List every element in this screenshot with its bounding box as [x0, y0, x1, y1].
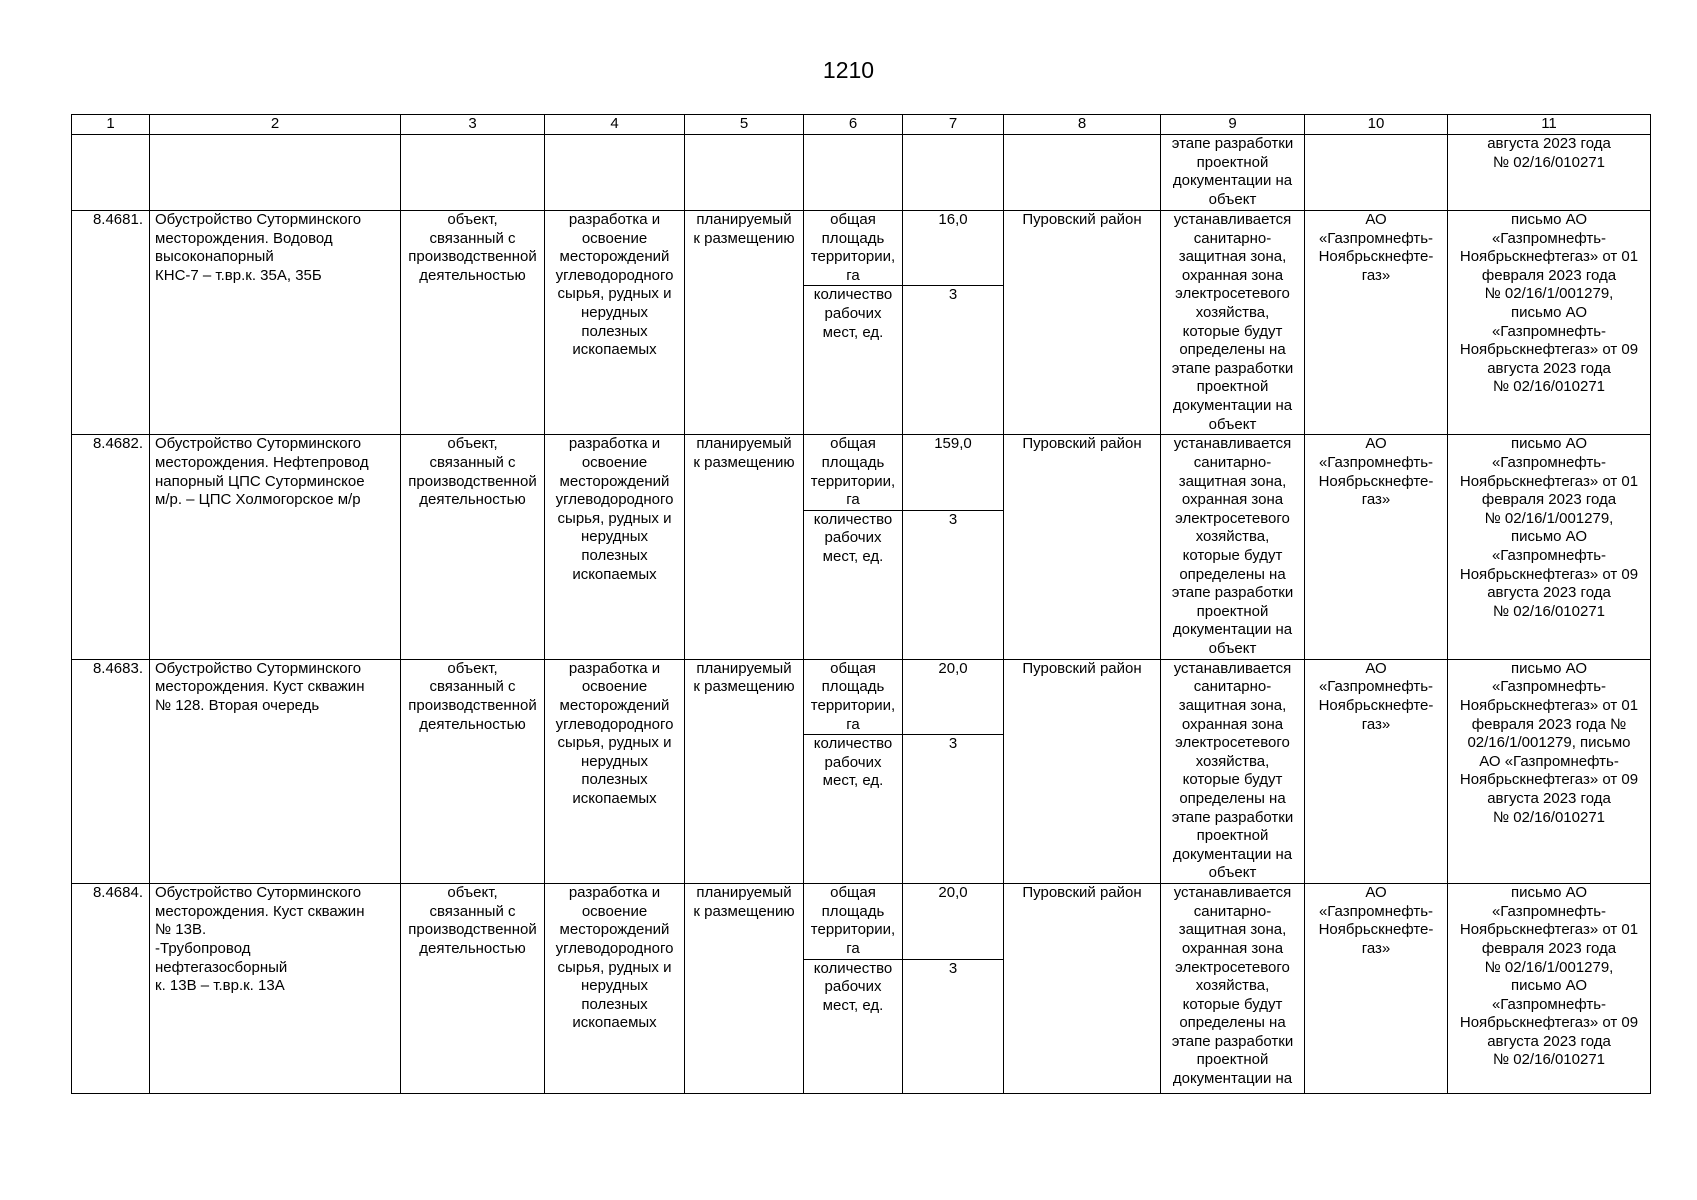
parameter-value: 3	[903, 510, 1004, 659]
object-type: объект, связанный с производственной деятельностью	[401, 211, 545, 435]
object-purpose: разработка и освоение месторождений углеводородного сырья, рудных и нерудных полезных ископаемых	[545, 659, 685, 883]
table-cell	[804, 135, 903, 211]
table-cell	[903, 135, 1004, 211]
header-cell: 8	[1004, 115, 1161, 135]
header-cell: 2	[150, 115, 401, 135]
row-number: 8.4681.	[72, 211, 150, 435]
source-document: письмо АО «Газпромнефть- Ноябрьскнефтегаз» от 01 февраля 2023 года № 02/16/1/001279, письмо АО «Газпромнефть- Ноябрьскнефтегаз» от 09 августа 2023 года № 02/16/010271	[1448, 884, 1651, 1093]
object-name: Обустройство Суторминского месторождения. Водовод высоконапорный КНС-7 – т.вр.к. 35А, 35Б	[150, 211, 401, 435]
row-number: 8.4682.	[72, 435, 150, 659]
source-document: письмо АО «Газпромнефть- Ноябрьскнефтегаз» от 01 февраля 2023 года № 02/16/1/001279, письмо АО «Газпромнефть- Ноябрьскнефтегаз» от 09 августа 2023 года № 02/16/010271	[1448, 435, 1651, 659]
header-cell: 5	[685, 115, 804, 135]
header-cell: 6	[804, 115, 903, 135]
parameter-label: общая площадь территории, га	[804, 211, 903, 286]
location: Пуровский район	[1004, 211, 1161, 435]
object-status: планируемый к размещению	[685, 435, 804, 659]
header-cell: 11	[1448, 115, 1651, 135]
parameter-value: 3	[903, 959, 1004, 1093]
location: Пуровский район	[1004, 435, 1161, 659]
parameter-label: количество рабочих мест, ед.	[804, 735, 903, 884]
table-cell	[1305, 135, 1448, 211]
object-name: Обустройство Суторминского месторождения. Куст скважин № 13В. -Трубопровод нефтегазосборный к. 13В – т.вр.к. 13А	[150, 884, 401, 1093]
object-status: планируемый к размещению	[685, 659, 804, 883]
restriction-zones: устанавливается санитарно- защитная зона, охранная зона электросетевого хозяйства, которые будут определены на этапе разработки проектной документации на объект	[1161, 659, 1305, 883]
owner: АО «Газпромнефть- Ноябрьскнефте- газ»	[1305, 435, 1448, 659]
object-purpose: разработка и освоение месторождений углеводородного сырья, рудных и нерудных полезных ископаемых	[545, 884, 685, 1093]
location: Пуровский район	[1004, 884, 1161, 1093]
table-row	[72, 211, 1651, 286]
object-type: объект, связанный с производственной деятельностью	[401, 435, 545, 659]
table-cell	[685, 135, 804, 211]
source-document: письмо АО «Газпромнефть- Ноябрьскнефтегаз» от 01 февраля 2023 года № 02/16/1/001279, письмо АО «Газпромнефть- Ноябрьскнефтегаз» от 09 августа 2023 года № 02/16/010271	[1448, 211, 1651, 435]
parameter-value: 20,0	[903, 659, 1004, 734]
object-status: планируемый к размещению	[685, 884, 804, 1093]
location: Пуровский район	[1004, 659, 1161, 883]
header-cell: 4	[545, 115, 685, 135]
owner: АО «Газпромнефть- Ноябрьскнефте- газ»	[1305, 211, 1448, 435]
object-status: планируемый к размещению	[685, 211, 804, 435]
table-row	[72, 435, 1651, 510]
header-cell: 7	[903, 115, 1004, 135]
parameter-value: 16,0	[903, 211, 1004, 286]
continuation-source: августа 2023 года № 02/16/010271	[1448, 135, 1651, 211]
table-row	[72, 884, 1651, 959]
header-cell: 9	[1161, 115, 1305, 135]
table-cell	[150, 135, 401, 211]
header-cell: 1	[72, 115, 150, 135]
source-document: письмо АО «Газпромнефть- Ноябрьскнефтегаз» от 01 февраля 2023 года № 02/16/1/001279, письмо АО «Газпромнефть- Ноябрьскнефтегаз» от 09 августа 2023 года № 02/16/010271	[1448, 659, 1651, 883]
restriction-zones: устанавливается санитарно- защитная зона, охранная зона электросетевого хозяйства, которые будут определены на этапе разработки проектной документации на объект	[1161, 435, 1305, 659]
restriction-zones: устанавливается санитарно- защитная зона, охранная зона электросетевого хозяйства, которые будут определены на этапе разработки проектной документации на объект	[1161, 211, 1305, 435]
object-type: объект, связанный с производственной деятельностью	[401, 659, 545, 883]
parameter-value: 3	[903, 286, 1004, 435]
row-number: 8.4684.	[72, 884, 150, 1093]
header-cell: 10	[1305, 115, 1448, 135]
table-cell	[72, 135, 150, 211]
parameter-label: общая площадь территории, га	[804, 659, 903, 734]
owner: АО «Газпромнефть- Ноябрьскнефте- газ»	[1305, 884, 1448, 1093]
table-cell	[401, 135, 545, 211]
header-cell: 3	[401, 115, 545, 135]
parameter-label: количество рабочих мест, ед.	[804, 510, 903, 659]
table-row	[72, 659, 1651, 734]
continuation-zones: этапе разработки проектной документации на объект	[1161, 135, 1305, 211]
row-number: 8.4683.	[72, 659, 150, 883]
object-type: объект, связанный с производственной деятельностью	[401, 884, 545, 1093]
table-cell	[545, 135, 685, 211]
table-cell	[1004, 135, 1161, 211]
object-purpose: разработка и освоение месторождений углеводородного сырья, рудных и нерудных полезных ископаемых	[545, 435, 685, 659]
parameter-label: количество рабочих мест, ед.	[804, 286, 903, 435]
object-name: Обустройство Суторминского месторождения. Куст скважин № 128. Вторая очередь	[150, 659, 401, 883]
owner: АО «Газпромнефть- Ноябрьскнефте- газ»	[1305, 659, 1448, 883]
parameter-label: количество рабочих мест, ед.	[804, 959, 903, 1093]
parameter-label: общая площадь территории, га	[804, 435, 903, 510]
continuation-row	[72, 135, 1651, 211]
parameter-label: общая площадь территории, га	[804, 884, 903, 959]
object-purpose: разработка и освоение месторождений углеводородного сырья, рудных и нерудных полезных ископаемых	[545, 211, 685, 435]
object-name: Обустройство Суторминского месторождения. Нефтепровод напорный ЦПС Суторминское м/р. – ЦПС Холмогорское м/р	[150, 435, 401, 659]
page-number: 1210	[822, 57, 875, 83]
parameter-value: 20,0	[903, 884, 1004, 959]
registry-table	[71, 114, 1651, 1094]
parameter-value: 159,0	[903, 435, 1004, 510]
header-row	[72, 115, 1651, 135]
parameter-value: 3	[903, 735, 1004, 884]
restriction-zones: устанавливается санитарно- защитная зона, охранная зона электросетевого хозяйства, которые будут определены на этапе разработки проектной документации на	[1161, 884, 1305, 1093]
